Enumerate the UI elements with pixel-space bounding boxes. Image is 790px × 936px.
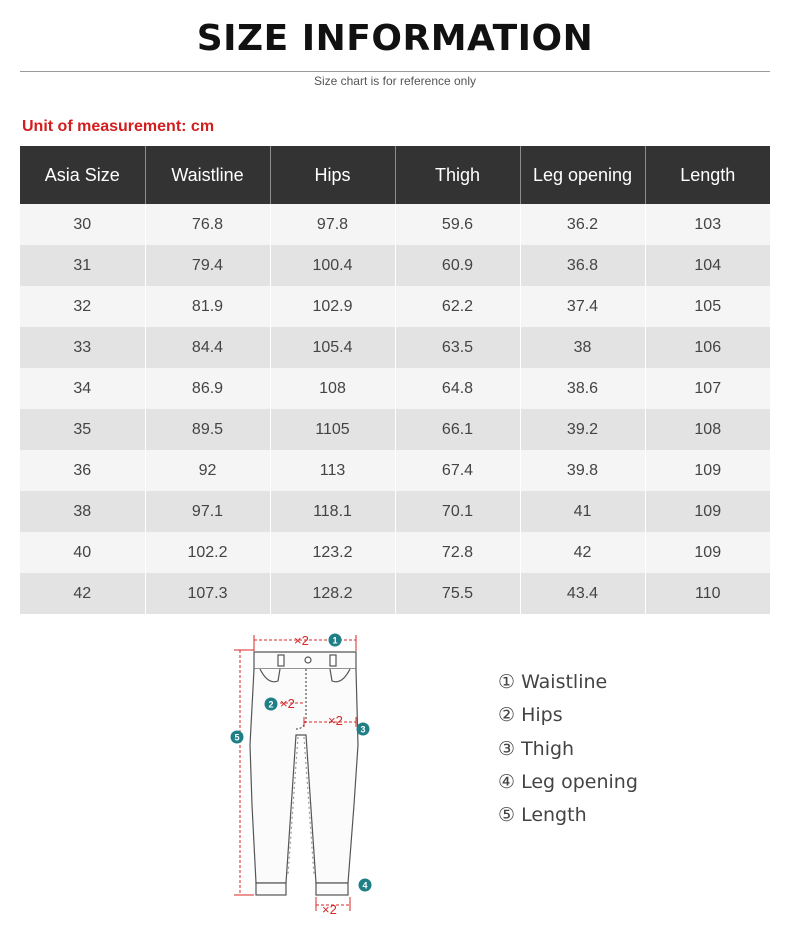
- unit-note: Unit of measurement: cm: [22, 118, 215, 135]
- table-cell: 40: [20, 532, 145, 573]
- table-cell: 81.9: [145, 286, 270, 327]
- table-cell: 107: [645, 368, 770, 409]
- table-cell: 38: [20, 491, 145, 532]
- table-cell: 37.4: [520, 286, 645, 327]
- table-cell: 70.1: [395, 491, 520, 532]
- table-cell: 38.6: [520, 368, 645, 409]
- table-cell: 107.3: [145, 573, 270, 614]
- table-row: [20, 491, 770, 532]
- table-cell: 41: [520, 491, 645, 532]
- table-cell: 113: [270, 450, 395, 491]
- table-cell: 30: [20, 204, 145, 245]
- table-body: [20, 204, 770, 614]
- svg-text:5: 5: [234, 732, 240, 743]
- marker-badge-4: [359, 879, 372, 892]
- svg-text:2: 2: [268, 699, 274, 710]
- table-cell: 1105: [270, 409, 395, 450]
- table-row: [20, 450, 770, 491]
- header-waistline: Waistline: [145, 146, 270, 204]
- measurement-legend: [498, 670, 638, 836]
- svg-text:4: 4: [362, 880, 368, 891]
- table-cell: 34: [20, 368, 145, 409]
- table-cell: 32: [20, 286, 145, 327]
- table-cell: 42: [20, 573, 145, 614]
- page-title: SIZE INFORMATION: [196, 18, 594, 59]
- table-row: [20, 368, 770, 409]
- table-cell: 76.8: [145, 204, 270, 245]
- table-row: [20, 573, 770, 614]
- table-cell: 97.1: [145, 491, 270, 532]
- marker-badge-3: [357, 723, 370, 736]
- table-cell: 109: [645, 450, 770, 491]
- table-cell: 60.9: [395, 245, 520, 286]
- table-cell: 105: [645, 286, 770, 327]
- table-cell: 106: [645, 327, 770, 368]
- table-cell: 103: [645, 204, 770, 245]
- table-cell: 100.4: [270, 245, 395, 286]
- legend-length: ⑤ Length: [498, 804, 587, 827]
- table-cell: 64.8: [395, 368, 520, 409]
- table-cell: 86.9: [145, 368, 270, 409]
- table-cell: 62.2: [395, 286, 520, 327]
- table-cell: 118.1: [270, 491, 395, 532]
- table-row: [20, 245, 770, 286]
- table-cell: 84.4: [145, 327, 270, 368]
- table-cell: 59.6: [395, 204, 520, 245]
- header-length: Length: [645, 146, 770, 204]
- multiplier-label-thigh: ×2: [328, 713, 343, 728]
- table-cell: 105.4: [270, 327, 395, 368]
- table-cell: 89.5: [145, 409, 270, 450]
- legend-hips: ② Hips: [498, 704, 563, 727]
- table-cell: 35: [20, 409, 145, 450]
- header-asia-size: Asia Size: [20, 146, 145, 204]
- table-cell: 36: [20, 450, 145, 491]
- table-cell: 79.4: [145, 245, 270, 286]
- table-cell: 102.2: [145, 532, 270, 573]
- marker-badge-1: [329, 634, 342, 647]
- table-cell: 109: [645, 532, 770, 573]
- table-cell: 92: [145, 450, 270, 491]
- table-cell: 31: [20, 245, 145, 286]
- table-row: [20, 409, 770, 450]
- table-cell: 63.5: [395, 327, 520, 368]
- table-cell: 33: [20, 327, 145, 368]
- table-cell: 72.8: [395, 532, 520, 573]
- table-header-row: [20, 146, 770, 204]
- pants-outline: [250, 652, 358, 895]
- table-cell: 66.1: [395, 409, 520, 450]
- subtitle: Size chart is for reference only: [313, 74, 477, 88]
- table-cell: 109: [645, 491, 770, 532]
- table-cell: 110: [645, 573, 770, 614]
- table-row: [20, 327, 770, 368]
- marker-badge-5: [231, 731, 244, 744]
- header-hips: Hips: [270, 146, 395, 204]
- table-cell: 108: [645, 409, 770, 450]
- size-table: [20, 146, 770, 614]
- svg-text:1: 1: [332, 635, 338, 646]
- table-cell: 36.2: [520, 204, 645, 245]
- marker-badge-2: [265, 698, 278, 711]
- table-cell: 97.8: [270, 204, 395, 245]
- table-row: [20, 532, 770, 573]
- table-cell: 104: [645, 245, 770, 286]
- table-row: [20, 204, 770, 245]
- multiplier-label-hips: ×2: [280, 696, 295, 711]
- legend-thigh: ③ Thigh: [498, 737, 575, 760]
- table-cell: 102.9: [270, 286, 395, 327]
- multiplier-label-leg-opening: ×2: [322, 902, 337, 917]
- table-cell: 75.5: [395, 573, 520, 614]
- table-cell: 39.8: [520, 450, 645, 491]
- table-cell: 43.4: [520, 573, 645, 614]
- table-cell: 108: [270, 368, 395, 409]
- table-cell: 128.2: [270, 573, 395, 614]
- legend-leg-opening: ④ Leg opening: [498, 770, 638, 793]
- header-leg-opening: Leg opening: [520, 146, 645, 204]
- title-divider: [20, 71, 770, 72]
- table-cell: 39.2: [520, 409, 645, 450]
- multiplier-label-waistline: ×2: [294, 633, 309, 648]
- table-cell: 123.2: [270, 532, 395, 573]
- table-cell: 42: [520, 532, 645, 573]
- legend-waistline: ① Waistline: [498, 671, 608, 693]
- svg-text:3: 3: [360, 724, 366, 735]
- table-cell: 36.8: [520, 245, 645, 286]
- header-thigh: Thigh: [395, 146, 520, 204]
- table-cell: 38: [520, 327, 645, 368]
- table-cell: 67.4: [395, 450, 520, 491]
- pants-diagram: [220, 625, 380, 920]
- table-row: [20, 286, 770, 327]
